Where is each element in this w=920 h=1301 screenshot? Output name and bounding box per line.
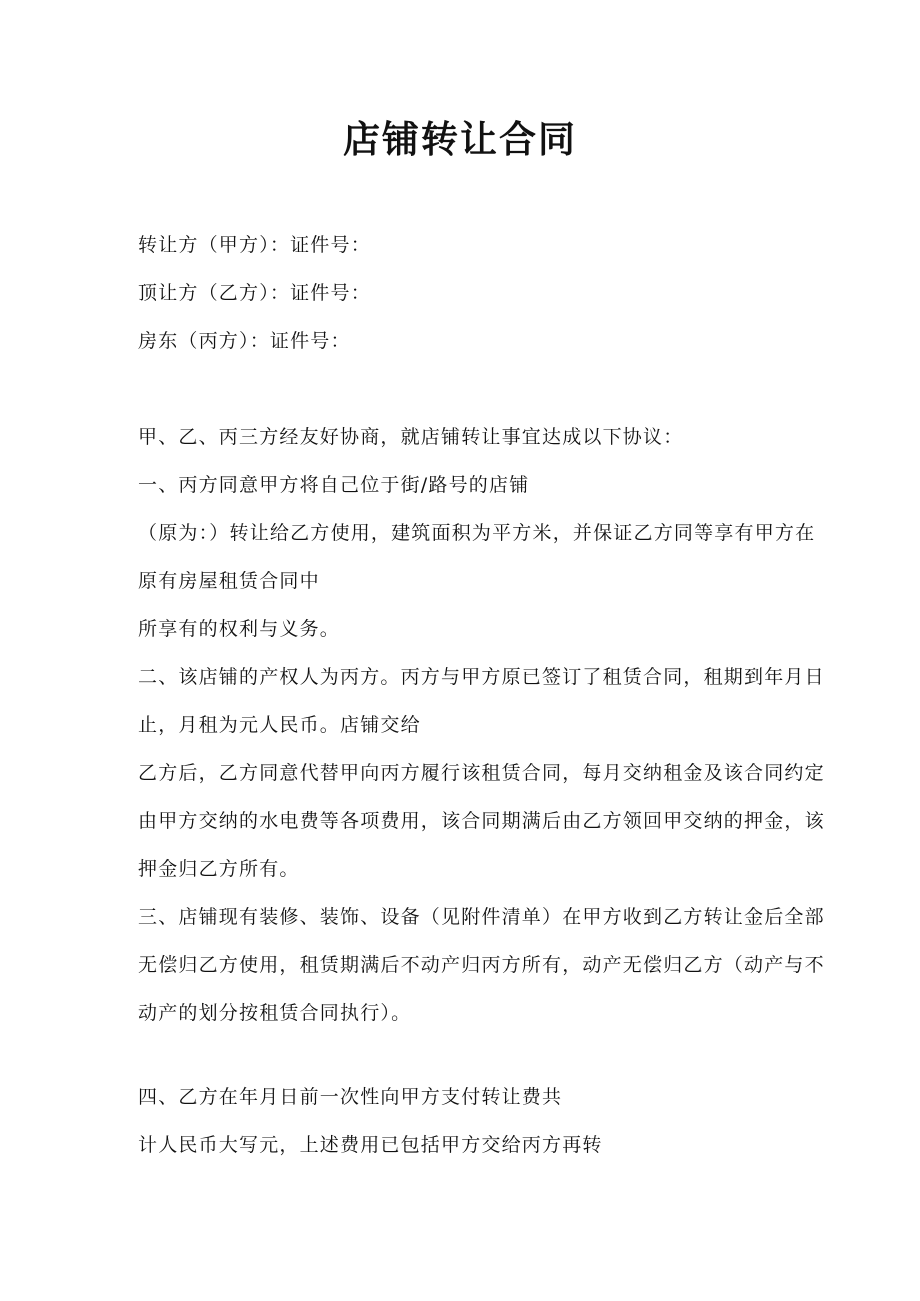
party-transferee-line: 顶让方（乙方）：证件号：	[138, 282, 371, 304]
clause4-line-1: 四、乙方在年月日前一次性向甲方支付转让费共	[138, 1086, 563, 1108]
preamble-line: 甲、乙、丙三方经友好协商，就店铺转让事宜达成以下协议：	[138, 426, 684, 448]
party-landlord-line: 房东（丙方）：证件号：	[138, 330, 351, 352]
clause4-line-2: 计人民币大写元，上述费用已包括甲方交给丙方再转	[138, 1134, 603, 1156]
clause1-line-3: 原有房屋租赁合同中	[138, 570, 320, 592]
clause2-line-5: 押金归乙方所有。	[138, 858, 300, 880]
clause1-line-1: 一、丙方同意甲方将自己位于街/路号的店铺	[138, 474, 530, 496]
clause3-line-3: 动产的划分按租赁合同执行）。	[138, 1002, 412, 1024]
clause2-line-4: 由甲方交纳的水电费等各项费用，该合同期满后由乙方领回甲交纳的押金，该	[138, 810, 825, 832]
party-transferor-line: 转让方（甲方）：证件号：	[138, 234, 371, 256]
clause1-line-4: 所享有的权利与义务。	[138, 618, 341, 640]
clause2-line-3: 乙方后，乙方同意代替甲向丙方履行该租赁合同，每月交纳租金及该合同约定	[138, 762, 825, 784]
clause3-line-1: 三、店铺现有装修、装饰、设备（见附件清单）在甲方收到乙方转让金后全部	[138, 906, 825, 928]
document-title: 店铺转让合同	[343, 118, 577, 161]
clause3-line-2: 无偿归乙方使用，租赁期满后不动产归丙方所有，动产无偿归乙方（动产与不	[138, 954, 825, 976]
clause2-line-2: 止，月租为元人民币。店铺交给	[138, 714, 421, 736]
clause1-line-2: （原为：）转让给乙方使用，建筑面积为平方米，并保证乙方同等享有甲方在	[138, 522, 816, 544]
clause2-line-1: 二、该店铺的产权人为丙方。丙方与甲方原已签订了租赁合同，租期到年月日	[138, 666, 825, 688]
